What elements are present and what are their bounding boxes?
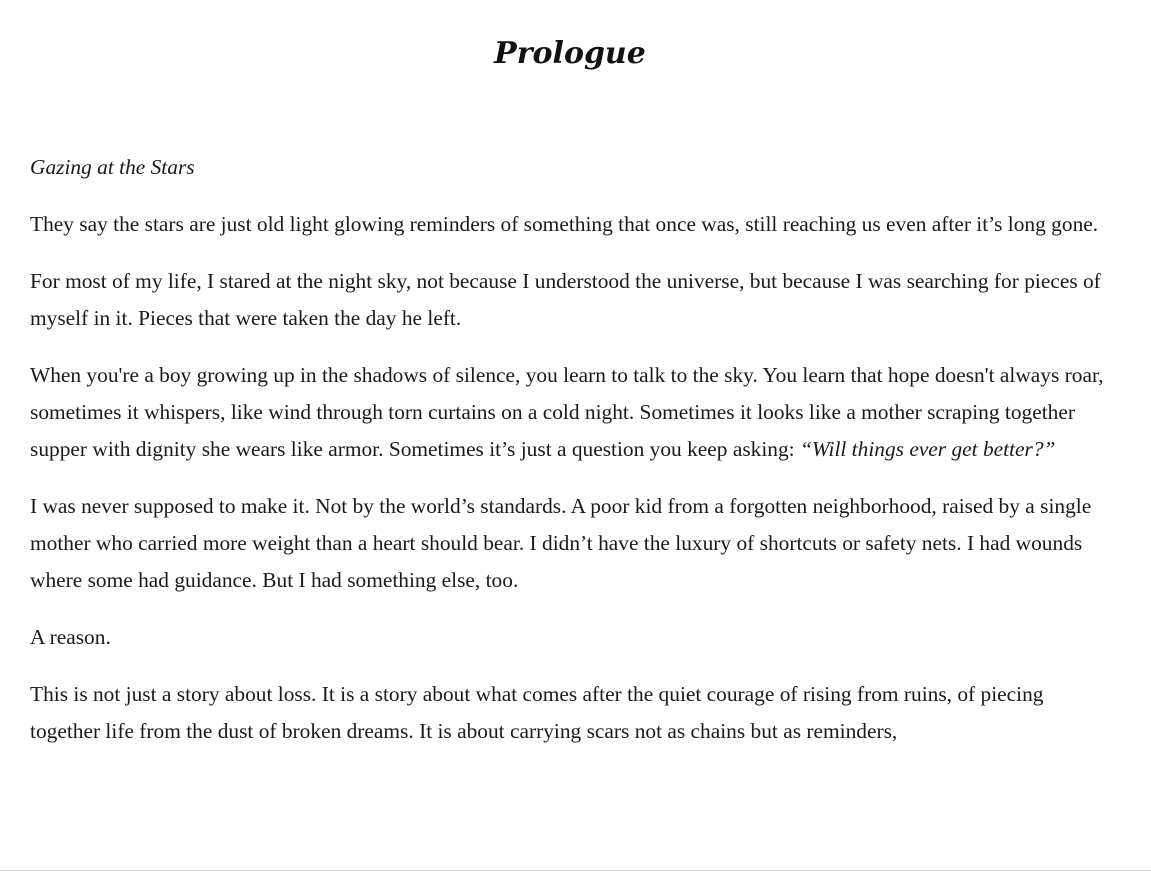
chapter-subtitle: Gazing at the Stars — [30, 155, 195, 179]
paragraph-6: This is not just a story about loss. It is a story about what comes after the quiet courage of rising from ruins, of piecing together life from the dust of broken dreams. It is about carrying scars not as chains but as reminders, — [30, 682, 1044, 743]
paragraph-1: They say the stars are just old light glowing reminders of something that once was, still reaching us even after it’s long gone. — [30, 212, 1099, 236]
paragraph-3-quote: “Will things ever get better?” — [799, 437, 1056, 461]
paragraph-4: I was never supposed to make it. Not by the world’s standards. A poor kid from a forgotten neighborhood, raised by a single mother who carried more weight than a heart should bear. I didn’t have the luxury of shortcuts or safety nets. I had wounds where some had guidance. But I had something else, too. — [30, 494, 1092, 592]
chapter-title: Prologue — [494, 36, 646, 71]
paragraph-5: A reason. — [30, 625, 111, 649]
chapter-body — [30, 149, 1115, 770]
paragraph-2: For most of my life, I stared at the night sky, not because I understood the universe, but because I was searching for pieces of myself in it. Pieces that were taken the day he left. — [30, 269, 1101, 330]
paragraph-3-text: When you're a boy growing up in the shadows of silence, you learn to talk to the sky. You learn that hope doesn't always roar, sometimes it whispers, like wind through torn curtains on a cold night. Sometimes it looks like a mother scraping together supper with dignity she wears like armor. Sometimes it’s just a question you keep asking: — [30, 363, 1104, 461]
paragraph-3 — [30, 357, 1115, 468]
